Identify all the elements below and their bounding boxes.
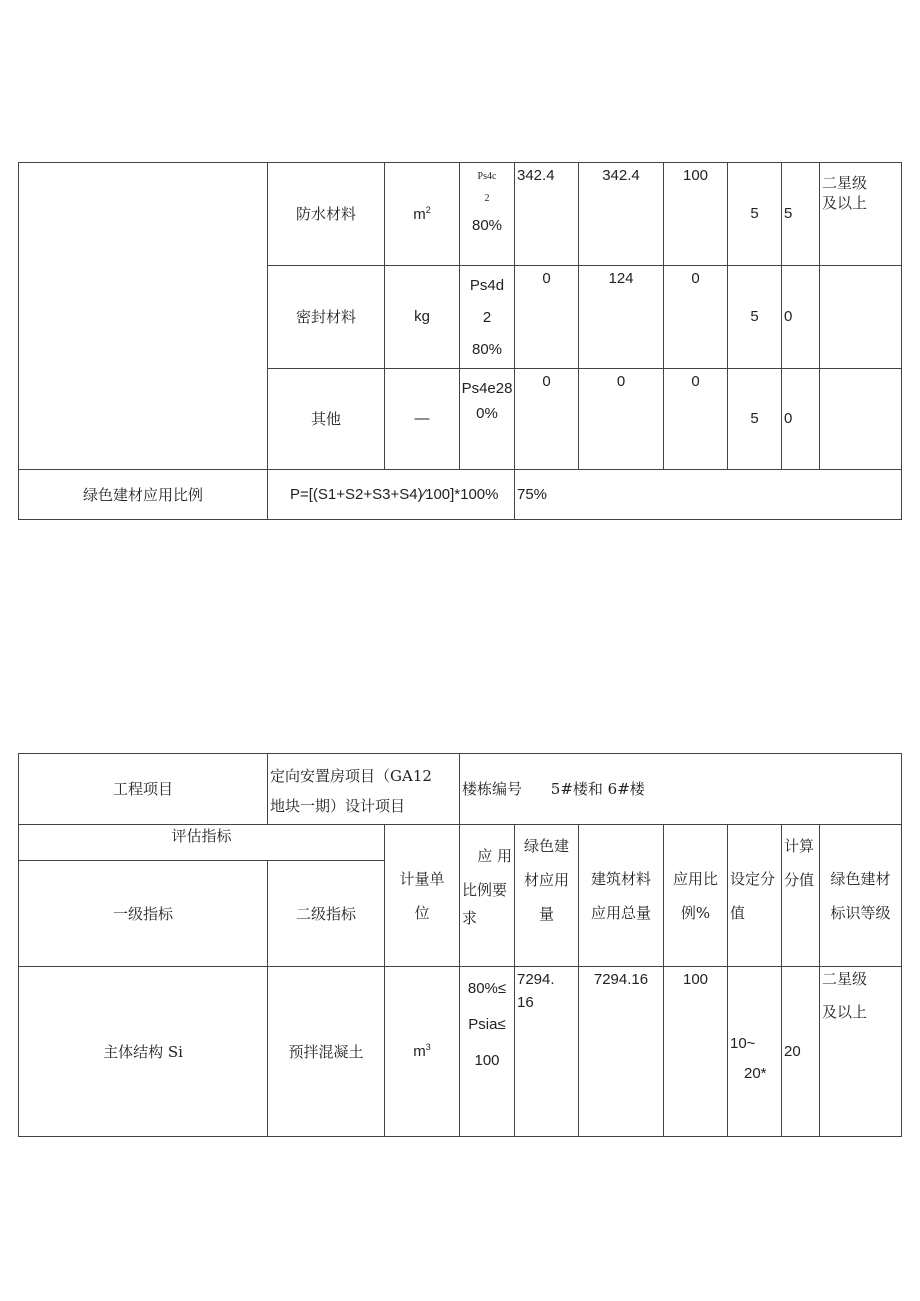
unit-text: —	[385, 369, 460, 470]
percent-header	[664, 825, 728, 967]
unit-superscript: 3	[425, 1042, 431, 1052]
green-qty-header	[515, 825, 579, 967]
ratio-line: 0%	[476, 405, 498, 422]
total-qty: 342.4	[579, 163, 664, 266]
summary-value: 75%	[515, 470, 902, 520]
grade-line: 二星级	[822, 970, 868, 988]
level1-value: 主体结构 Si	[19, 967, 268, 1137]
ratio-line: Ps4c	[477, 171, 497, 182]
ratio-line: 80%≤	[467, 980, 507, 997]
material-name: 防水材料	[268, 163, 385, 266]
table-row	[19, 163, 902, 266]
ratio-line: Psia≤	[468, 1016, 506, 1033]
percent: 0	[664, 369, 728, 470]
grade-header	[820, 825, 902, 967]
header-line: 应用总量	[590, 903, 651, 922]
ratio-line: Ps4e28	[461, 380, 513, 397]
unit-text: m	[413, 1043, 426, 1060]
unit-cell	[385, 967, 460, 1137]
ratio-line: 2	[482, 309, 492, 326]
set-score: 5	[728, 266, 782, 369]
total-qty-header	[579, 825, 664, 967]
set-score: 5	[728, 369, 782, 470]
unit-text: kg	[385, 266, 460, 369]
ratio-line: 80%	[471, 341, 503, 358]
header-line: 值	[730, 903, 746, 922]
ratio-req-header	[460, 825, 515, 967]
project-name-line: 地块一期）设计项目	[270, 797, 406, 815]
calc-score: 20	[782, 967, 820, 1137]
building-cell	[460, 754, 902, 825]
project-row	[19, 754, 902, 825]
project-name-line: 定向安置房项目（GA12	[270, 767, 432, 785]
set-score-line: 10~	[730, 1034, 756, 1052]
green-qty: 342.4	[515, 163, 579, 266]
grade-line: 及以上	[822, 1003, 868, 1021]
summary-label: 绿色建材应用比例	[19, 470, 268, 520]
header-line: 量	[538, 905, 554, 923]
ratio-requirement	[460, 369, 515, 470]
ratio-requirement	[460, 967, 515, 1137]
total-qty: 7294.16	[579, 967, 664, 1137]
grade-cell	[820, 369, 902, 470]
assessment-table	[18, 753, 902, 1137]
unit-cell	[385, 163, 460, 266]
header-line: 计量单	[399, 869, 445, 888]
grade-cell: 二星级 及以上	[820, 163, 902, 266]
header-line: 设定分	[730, 869, 776, 888]
header-line: 绿色建材	[830, 869, 891, 888]
header-line: 标识等级	[830, 903, 891, 922]
total-qty: 0	[579, 369, 664, 470]
green-qty-line: 7294.	[517, 971, 555, 988]
summary-formula: P=[(S1+S2+S3+S4)⁄100]*100%	[268, 470, 515, 520]
header-line: 位	[414, 903, 430, 922]
percent: 0	[664, 266, 728, 369]
set-score-header	[728, 825, 782, 967]
grade-line: 二星级	[822, 174, 868, 192]
level2-header: 二级指标	[268, 861, 385, 967]
header-line: 例%	[680, 903, 711, 922]
total-qty: 124	[579, 266, 664, 369]
unit-header	[385, 825, 460, 967]
ratio-line: 80%	[471, 217, 503, 234]
grade-cell	[820, 967, 902, 1137]
header-line: 绿色建	[523, 837, 569, 855]
percent: 100	[664, 967, 728, 1137]
header-line: 计算	[784, 837, 815, 855]
green-qty: 0	[515, 266, 579, 369]
project-name	[268, 754, 460, 825]
set-score	[728, 967, 782, 1137]
material-name: 其他	[268, 369, 385, 470]
material-name: 密封材料	[268, 266, 385, 369]
header-line: 求	[462, 909, 478, 927]
header-line: 建筑材料	[590, 869, 651, 888]
eval-indicator-header: 评估指标	[19, 825, 385, 861]
calc-score: 0	[782, 266, 820, 369]
unit-text: m	[413, 205, 426, 223]
calc-score-header	[782, 825, 820, 967]
building-value: 5#楼和 6#楼	[550, 780, 645, 798]
unit-superscript: 2	[425, 204, 431, 215]
grade-cell	[820, 266, 902, 369]
level2-value: 预拌混凝土	[268, 967, 385, 1137]
ratio-line: 100	[474, 1052, 500, 1069]
set-score-line: 20*	[744, 1064, 767, 1082]
building-label: 楼栋编号	[462, 780, 523, 798]
green-qty	[515, 967, 579, 1137]
ratio-requirement	[460, 163, 515, 266]
summary-row	[19, 470, 902, 520]
materials-table	[18, 162, 902, 520]
calc-score: 5	[782, 163, 820, 266]
level1-header: 一级指标	[19, 861, 268, 967]
header-line: 分值	[784, 871, 815, 889]
set-score: 5	[728, 163, 782, 266]
ratio-line: Ps4d	[469, 277, 505, 294]
empty-indicator-cell	[19, 163, 268, 470]
project-label: 工程项目	[19, 754, 268, 825]
ratio-requirement	[460, 266, 515, 369]
green-qty-line: 16	[517, 994, 534, 1011]
header-line: 应用比	[672, 869, 718, 888]
green-qty: 0	[515, 369, 579, 470]
calc-score: 0	[782, 369, 820, 470]
ratio-line: 2	[484, 193, 490, 204]
header-line: 材应用	[523, 871, 569, 889]
table-row	[19, 967, 902, 1137]
header-line: 应 用	[477, 847, 512, 865]
header-row	[19, 825, 902, 861]
header-line: 比例要	[462, 881, 508, 899]
percent: 100	[664, 163, 728, 266]
